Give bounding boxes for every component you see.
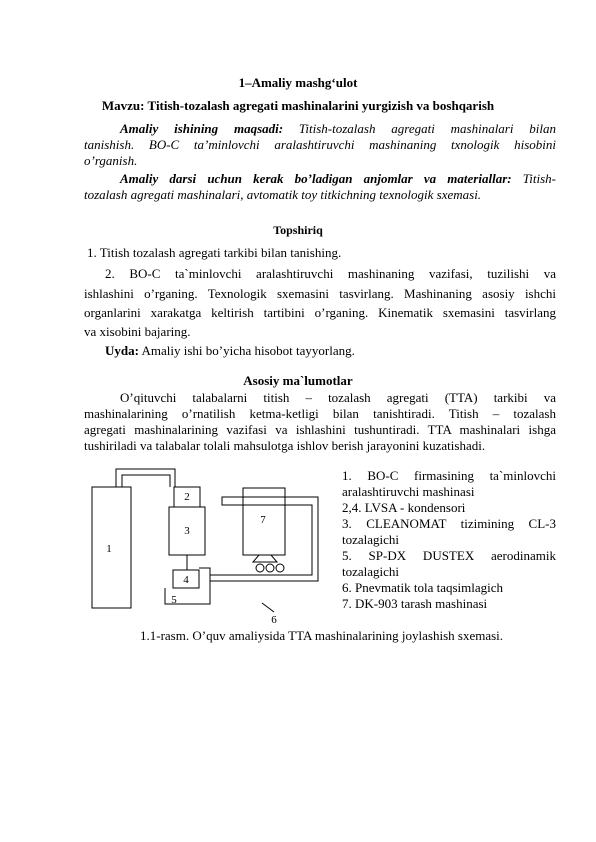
goal-line-2: tanishish. BO-C ta’minlovchi aralashtiruvchi mashinaning txnologik hisobini (84, 137, 556, 152)
legend-line-2: aralashtiruvchi mashinasi (342, 484, 475, 499)
label-5: 5 (171, 594, 177, 606)
legend-line-8: 6. Pnevmatik tola taqsimlagich (342, 580, 504, 595)
goal-label: Amaliy ishining maqsadi: (120, 121, 284, 136)
figure-caption: 1.1-rasm. O’quv amaliysida TTA mashinalarining joylashish sxemasi. (140, 628, 504, 643)
home-text: Amaliy ishi bo’yicha hisobot tayyorlang. (141, 343, 355, 358)
legend-line-6: 5. SP-DX DUSTEX aerodinamik (342, 548, 556, 563)
duct-1-to-2 (116, 469, 175, 487)
task-item-2-line-1: 2. BO-C ta`minlovchi aralashtiruvchi mashinaning vazifasi, tuzilishi va (105, 266, 556, 281)
legend-line-1: 1. BO-C firmasining ta`minlovchi (342, 468, 556, 483)
basics-line-2: mashinalarining o’rnatilish ketma-ketligi bilan tanishtiradi. Titish – tozalash (84, 406, 556, 421)
task-title: Topshiriq (273, 223, 323, 237)
label-6: 6 (271, 614, 277, 626)
task-item-2-line-2: ishlashini o’rganing. Texnologik sxemasini tasvirlang. Mashinaning asosiy ishchi (84, 286, 556, 301)
basics-line-1: O’qituvchi talabalarni titish – tozalash agregati (TTA) tarkibi va (120, 390, 556, 405)
label-3: 3 (184, 525, 190, 537)
label-4: 4 (183, 574, 189, 586)
goal-line-3: o’rganish. (84, 153, 138, 168)
label-1: 1 (106, 543, 112, 555)
task-item-2-line-3: organlarini xarakatga keltirish tartibini o’rganing. Kinematik sxemasini tasvirlang (84, 305, 556, 320)
legend-line-4: 3. CLEANOMAT tizimining CL-3 (342, 516, 556, 531)
task-item-1: 1. Titish tozalash agregati tarkibi bilan tanishing. (87, 245, 342, 260)
home-label: Uyda: (105, 343, 139, 358)
lesson-topic: Mavzu: Titish-tozalash agregati mashinalarini yurgizish va boshqarish (101, 98, 495, 113)
basics-title: Asosiy ma`lumotlar (243, 373, 353, 388)
carding-7-feed (253, 555, 277, 562)
legend-line-3: 2,4. LVSA - kondensori (342, 500, 466, 515)
tools-label: Amaliy darsi uchun kerak bo’ladigan anjomlar va materiallar: (120, 171, 512, 186)
legend-line-7: tozalagichi (342, 564, 400, 579)
label-7: 7 (260, 514, 266, 526)
goal-line-1-text: Titish-tozalash agregati mashinalari bilan (298, 121, 557, 136)
label-2: 2 (184, 491, 190, 503)
legend-line-9: 7. DK-903 tarash mashinasi (342, 596, 488, 611)
tools-line-2: tozalash agregati mashinalari, avtomatik toy titkichning texnologik sxemasi. (84, 187, 482, 202)
lesson-title: 1–Amaliy mashg‘ulot (238, 75, 358, 90)
basics-line-3: agregati mashinalarining vazifasi va ishlashini tushuntiradi. TTA mashinalari ishga (84, 422, 556, 437)
tools-line-1-text: Titish- (522, 171, 557, 186)
legend-line-5: tozalagichi (342, 532, 400, 547)
basics-line-4: tushiriladi va talabalar tolali mahsulotga ishlov berish jarayonini kuzatishadi. (84, 438, 486, 453)
task-item-2-line-4: va xisobini bajaring. (84, 324, 191, 339)
